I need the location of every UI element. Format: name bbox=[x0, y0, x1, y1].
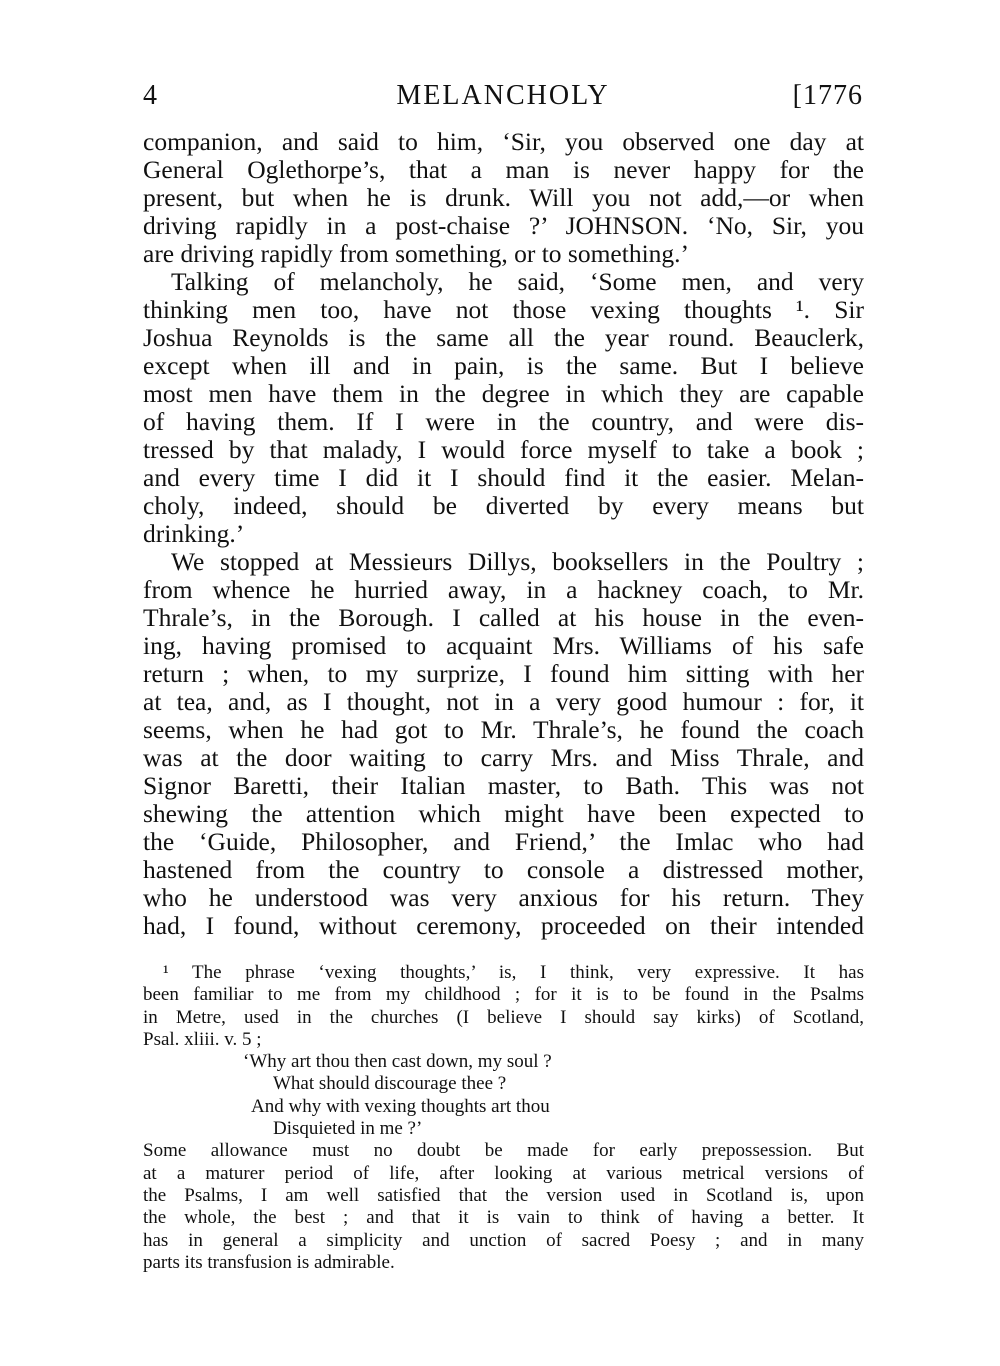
text-line: and every time I did it I should find it the easier. Melan- bbox=[143, 464, 864, 492]
footnote-line: in Metre, used in the churches (I believe I should say kirks) of Scotland, bbox=[143, 1006, 864, 1028]
text-line: from whence he hurried away, in a hackney coach, to Mr. bbox=[143, 576, 864, 604]
footnote bbox=[143, 962, 864, 1274]
text-line: Signor Baretti, their Italian master, to Bath. This was not bbox=[143, 772, 864, 800]
text-line: the ‘Guide, Philosopher, and Friend,’ the Imlac who had bbox=[143, 828, 864, 856]
text-line: Talking of melancholy, he said, ‘Some men, and very bbox=[171, 268, 864, 296]
verse-line: Disquieted in me ?’ bbox=[273, 1118, 423, 1140]
footnote-line: parts its transfusion is admirable. bbox=[143, 1251, 395, 1273]
text-line: We stopped at Messieurs Dillys, booksellers in the Poultry ; bbox=[171, 548, 864, 576]
text-line: present, but when he is drunk. Will you not add,—or when bbox=[143, 184, 864, 212]
text-line: companion, and said to him, ‘Sir, you observed one day at bbox=[143, 128, 864, 156]
text-line: ing, having promised to acquaint Mrs. Williams of his safe bbox=[143, 632, 864, 660]
header-year: [1776 bbox=[792, 80, 863, 111]
text-line: was at the door waiting to carry Mrs. and Miss Thrale, and bbox=[143, 744, 864, 772]
text-line: shewing the attention which might have been expected to bbox=[143, 800, 864, 828]
text-line: return ; when, to my surprize, I found him sitting with her bbox=[143, 660, 864, 688]
verse-line: ‘Why art thou then cast down, my soul ? bbox=[243, 1051, 552, 1073]
text-line: of having them. If I were in the country, and were dis- bbox=[143, 408, 864, 436]
text-line: are driving rapidly from something, or to something.’ bbox=[143, 240, 690, 268]
page-number: 4 bbox=[143, 80, 158, 111]
text-line: Joshua Reynolds is the same all the year round. Beauclerk, bbox=[143, 324, 864, 352]
text-line: seems, when he had got to Mr. Thrale’s, he found the coach bbox=[143, 716, 864, 744]
footnote-line: Psal. xliii. v. 5 ; bbox=[143, 1028, 262, 1050]
footnote-line: the Psalms, I am well satisfied that the version used in Scotland is, upon bbox=[143, 1184, 864, 1206]
text-line: who he understood was very anxious for his return. They bbox=[143, 884, 864, 912]
footnote-line: Some allowance must no doubt be made for early prepossession. But bbox=[143, 1140, 864, 1162]
text-line: except when ill and in pain, is the same. But I believe bbox=[143, 352, 864, 380]
footnote-line: ¹ The phrase ‘vexing thoughts,’ is, I think, very expressive. It has bbox=[163, 962, 864, 983]
footnote-line: at a maturer period of life, after looking at various metrical versions of bbox=[143, 1162, 864, 1184]
running-header bbox=[143, 80, 863, 120]
verse-line: What should discourage thee ? bbox=[273, 1073, 507, 1095]
text-line: General Oglethorpe’s, that a man is never happy for the bbox=[143, 156, 864, 184]
text-line: Thrale’s, in the Borough. I called at his house in the even- bbox=[143, 604, 864, 632]
main-text bbox=[143, 128, 864, 940]
verse-line: And why with vexing thoughts art thou bbox=[251, 1095, 550, 1117]
footnote-line: been familiar to me from my childhood ; for it is to be found in the Psalms bbox=[143, 984, 864, 1006]
footnote-line: the whole, the best ; and that it is vain to think of having a better. It bbox=[143, 1207, 864, 1229]
text-line: driving rapidly in a post-chaise ?’ JOHNSON. ‘No, Sir, you bbox=[143, 212, 864, 240]
running-title: MELANCHOLY bbox=[396, 80, 610, 111]
text-line: drinking.’ bbox=[143, 520, 245, 548]
text-line: at tea, and, as I thought, not in a very good humour : for, it bbox=[143, 688, 864, 716]
text-line: thinking men too, have not those vexing thoughts ¹. Sir bbox=[143, 296, 864, 324]
text-line: tressed by that malady, I would force myself to take a book ; bbox=[143, 436, 864, 464]
text-line: hastened from the country to console a distressed mother, bbox=[143, 856, 864, 884]
text-line: most men have them in the degree in which they are capable bbox=[143, 380, 864, 408]
footnote-line: has in general a simplicity and unction of sacred Poesy ; and in many bbox=[143, 1229, 864, 1251]
text-line: had, I found, without ceremony, proceeded on their intended bbox=[143, 912, 864, 940]
text-line: choly, indeed, should be diverted by every means but bbox=[143, 492, 864, 520]
